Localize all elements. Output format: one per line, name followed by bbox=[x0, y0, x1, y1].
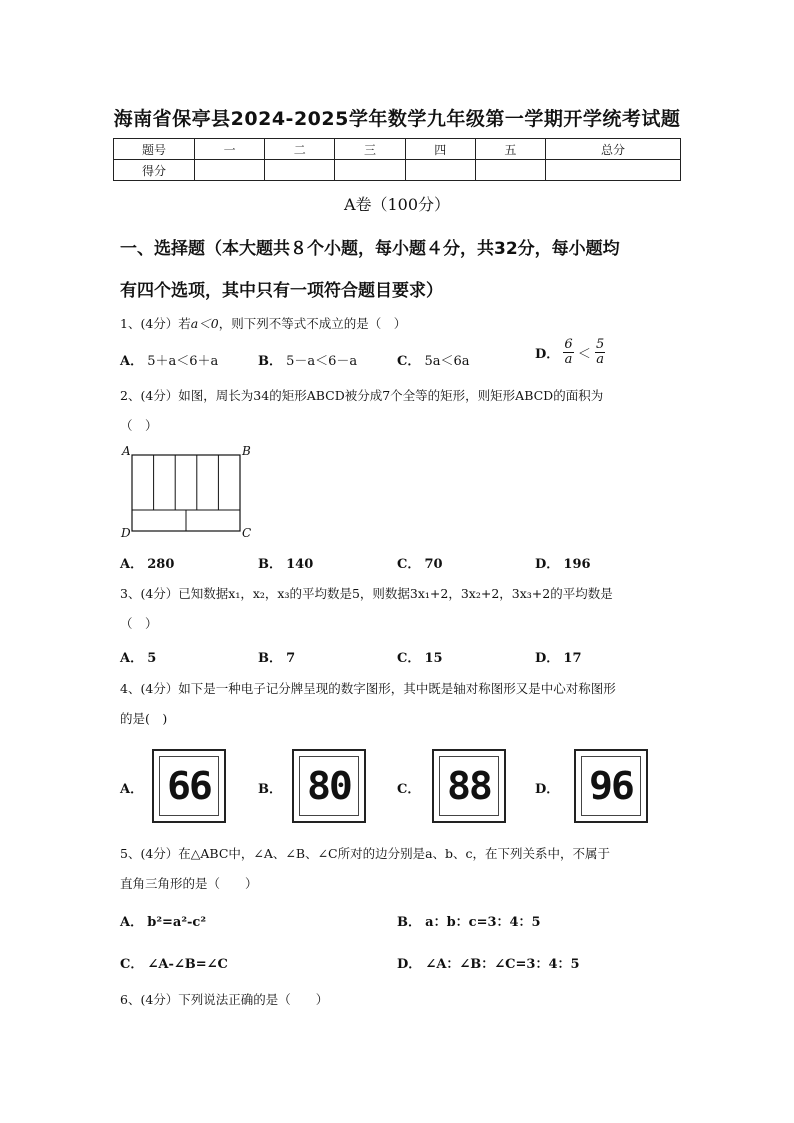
question-2-option-d[interactable] bbox=[535, 553, 591, 572]
question-2-option-b[interactable] bbox=[258, 553, 313, 572]
question-1-stem bbox=[120, 314, 680, 332]
question-5-option-a[interactable] bbox=[120, 911, 206, 930]
option-label: A． bbox=[120, 557, 144, 572]
option-text: b²=a²-c² bbox=[147, 915, 207, 930]
score-table-header-cell: 五 bbox=[475, 139, 545, 160]
question-1-prefix: 1、(4分）若 bbox=[120, 316, 191, 331]
scoreboard-digits: 66 bbox=[167, 764, 211, 808]
rectangle-figure bbox=[118, 444, 258, 544]
option-text: 70 bbox=[424, 557, 443, 572]
option-label: D． bbox=[535, 782, 560, 797]
question-5-option-c[interactable] bbox=[120, 953, 228, 972]
score-table-header-cell: 题号 bbox=[114, 139, 195, 160]
option-label: B． bbox=[397, 915, 421, 930]
score-table bbox=[113, 138, 681, 181]
option-label: A． bbox=[120, 782, 144, 797]
option-text: 7 bbox=[286, 651, 296, 666]
question-5-option-d[interactable] bbox=[397, 953, 580, 972]
question-5-stem-end: 直角三角形的是（ ） bbox=[120, 876, 258, 891]
fraction-denominator: a bbox=[564, 352, 573, 367]
question-1-option-d[interactable] bbox=[535, 338, 605, 367]
question-4-stem-end: 的是( ) bbox=[120, 711, 168, 726]
scoreboard-inner bbox=[299, 756, 359, 816]
option-label: C． bbox=[397, 782, 421, 797]
question-4-option-c-scoreboard[interactable] bbox=[432, 749, 506, 823]
score-cell[interactable] bbox=[195, 160, 265, 181]
question-6-stem: 6、(4分）下列说法正确的是（ ） bbox=[120, 992, 329, 1007]
question-3-option-d[interactable] bbox=[535, 647, 582, 666]
fraction-denominator: a bbox=[596, 352, 605, 367]
question-2-option-a[interactable] bbox=[120, 553, 174, 572]
exam-title: 海南省保亭县2024-2025学年数学九年级第一学期开学统考试题 bbox=[113, 108, 681, 130]
question-2-stem: 2、(4分）如图，周长为34的矩形ABCD被分成7个全等的矩形，则矩形ABCD的面积为 bbox=[120, 388, 604, 403]
option-text: 140 bbox=[286, 557, 314, 572]
question-5-stem: 5、(4分）在△ABC中，∠A、∠B、∠C所对的边分别是a、b、c，在下列关系中，不属于 bbox=[120, 846, 611, 861]
question-4-option-b-label[interactable] bbox=[258, 778, 282, 797]
score-cell[interactable] bbox=[546, 160, 681, 181]
question-3-stem-end: （ ） bbox=[120, 616, 158, 631]
score-table-row-label: 得分 bbox=[114, 160, 195, 181]
rectangle-diagram bbox=[118, 444, 258, 544]
scoreboard-inner bbox=[581, 756, 641, 816]
question-4-option-a-scoreboard[interactable] bbox=[152, 749, 226, 823]
section-heading-line1: 一、选择题（本大题共８个小题，每小题４分，共32分，每小题均 bbox=[120, 239, 620, 259]
option-label: A． bbox=[120, 651, 144, 666]
scoreboard-inner bbox=[159, 756, 219, 816]
question-1-suffix: ，则下列不等式不成立的是（ ） bbox=[218, 316, 407, 331]
question-4-option-d-label[interactable] bbox=[535, 778, 559, 797]
question-3-option-b[interactable] bbox=[258, 647, 295, 666]
question-1-option-c[interactable] bbox=[397, 350, 470, 369]
fraction-5-over-a bbox=[595, 338, 605, 367]
score-table-header-cell: 一 bbox=[195, 139, 265, 160]
option-label: C． bbox=[120, 957, 144, 972]
score-cell[interactable] bbox=[475, 160, 545, 181]
section-heading-line2: 有四个选项，其中只有一项符合题目要求） bbox=[120, 281, 443, 301]
question-4-option-b-scoreboard[interactable] bbox=[292, 749, 366, 823]
option-label: D． bbox=[535, 557, 560, 572]
score-cell[interactable] bbox=[335, 160, 405, 181]
option-text: 5a＜6a bbox=[424, 354, 470, 369]
option-text: 196 bbox=[563, 557, 591, 572]
option-label: B． bbox=[258, 354, 282, 369]
option-label: C． bbox=[397, 557, 421, 572]
option-label: D． bbox=[397, 957, 422, 972]
part-title: A卷（100分） bbox=[343, 195, 451, 214]
question-3-option-a[interactable] bbox=[120, 647, 156, 666]
option-text: 15 bbox=[424, 651, 443, 666]
score-cell[interactable] bbox=[265, 160, 335, 181]
question-3-stem: 3、(4分）已知数据x₁，x₂，x₃的平均数是5，则数据3x₁+2，3x₂+2，3x₃+2的平均数是 bbox=[120, 586, 613, 601]
score-table-score-row bbox=[114, 160, 681, 181]
score-table-header-cell: 三 bbox=[335, 139, 405, 160]
option-label: A． bbox=[120, 354, 144, 369]
option-text: 5 bbox=[147, 651, 157, 666]
question-1-condition: a＜0 bbox=[190, 316, 219, 331]
score-cell[interactable] bbox=[405, 160, 475, 181]
question-4-stem: 4、(4分）如下是一种电子记分牌呈现的数字图形，其中既是轴对称图形又是中心对称图形 bbox=[120, 681, 616, 696]
scoreboard-digits: 96 bbox=[589, 764, 633, 808]
question-4-option-c-label[interactable] bbox=[397, 778, 420, 797]
option-label: C． bbox=[397, 651, 421, 666]
fraction-6-over-a bbox=[563, 338, 573, 367]
option-text: a：b：c=3：4：5 bbox=[425, 915, 541, 930]
option-text: ∠A：∠B：∠C=3：4：5 bbox=[425, 957, 580, 972]
vertex-label-a: A bbox=[122, 444, 131, 458]
option-text: 5－a＜6－a bbox=[286, 354, 358, 369]
vertex-label-b: B bbox=[242, 444, 251, 458]
option-text: 5＋a＜6＋a bbox=[147, 354, 219, 369]
question-2-option-c[interactable] bbox=[397, 553, 443, 572]
question-4-option-a-label[interactable] bbox=[120, 778, 143, 797]
question-4-option-d-scoreboard[interactable] bbox=[574, 749, 648, 823]
option-label: B． bbox=[258, 557, 282, 572]
option-label: A． bbox=[120, 915, 144, 930]
option-label: D． bbox=[535, 651, 560, 666]
option-text: 280 bbox=[147, 557, 175, 572]
scoreboard-inner bbox=[439, 756, 499, 816]
score-table-header-cell: 四 bbox=[405, 139, 475, 160]
option-label: D． bbox=[535, 347, 560, 362]
vertex-label-d: D bbox=[121, 526, 131, 540]
score-table-header-cell: 二 bbox=[265, 139, 335, 160]
question-3-option-c[interactable] bbox=[397, 647, 443, 666]
scoreboard-digits: 88 bbox=[447, 764, 491, 808]
option-label: B． bbox=[258, 651, 282, 666]
question-1-option-b[interactable] bbox=[258, 350, 357, 369]
score-table-header-row bbox=[114, 139, 681, 160]
vertex-label-c: C bbox=[242, 526, 252, 540]
question-1-option-a[interactable] bbox=[120, 350, 218, 369]
question-5-option-b[interactable] bbox=[397, 911, 541, 930]
option-text: ∠A-∠B=∠C bbox=[147, 957, 228, 972]
fraction-numerator: 5 bbox=[596, 337, 605, 352]
question-2-stem-end: （ ） bbox=[120, 418, 158, 433]
scoreboard-digits: 80 bbox=[307, 764, 351, 808]
fraction-numerator: 6 bbox=[564, 337, 573, 352]
score-table-header-cell: 总分 bbox=[546, 139, 681, 160]
less-than-sign: ＜ bbox=[577, 347, 591, 362]
option-label: B． bbox=[258, 782, 282, 797]
option-text: 17 bbox=[563, 651, 582, 666]
option-label: C． bbox=[397, 354, 421, 369]
